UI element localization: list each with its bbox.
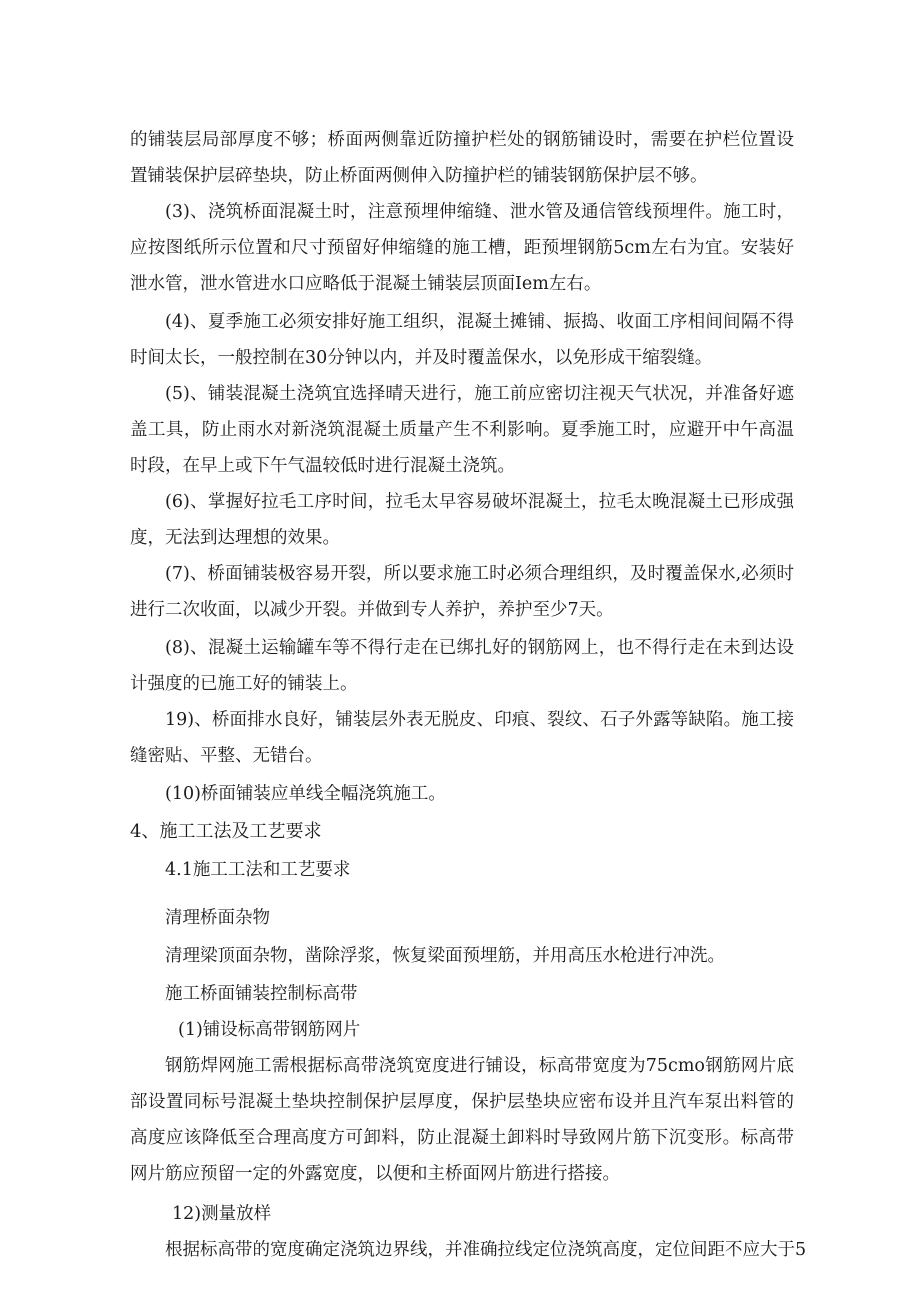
step-sub-2-body: 根据标高带的宽度确定浇筑边界线，并准确拉线定位浇筑高度，定位间距不应大于5 [165, 1240, 807, 1260]
paragraph-item-3: (3)、浇筑桥面混凝土时，注意预埋伸缩缝、泄水管及通信管线预埋件。施工时，应按图纸所示位置和尺寸预留好伸缩缝的施工槽，距预埋钢筋5cm左右为宜。安装好泄水管，泄水管进水口应略低于混凝土铺装层顶面Iem左右。 [130, 202, 794, 294]
paragraph-item-10: (10)桥面铺装应单线全幅浇筑施工。 [165, 784, 446, 804]
paragraph-item-5: (5)、铺装混凝土浇筑宜选择晴天进行，施工前应密切注视天气状况，并准备好遮盖工具，防止雨水对新浇筑混凝土质量产生不利影响。夏季施工时，应避开中午高温时段，在早上或下午气温较低时进行混凝土浇筑。 [130, 384, 794, 476]
step-body-clean: 清理梁顶面杂物，凿除浮浆，恢复梁面预埋筋，并用高压水枪进行冲洗。 [165, 946, 725, 966]
step-title-clean: 清理桥面杂物 [165, 908, 270, 928]
step-sub-1-body: 钢筋焊网施工需根据标高带浇筑宽度进行铺设，标高带宽度为75cmo钢筋网片底部设置同标号混凝土垫块控制保护层厚度，保护层垫块应密布设并且汽车泵出料管的高度应该降低至合理高度方可卸料，防止混凝土卸料时导致网片筋下沉变形。标高带网片筋应预留一定的外露宽度，以便和主桥面网片筋进行搭接。 [130, 1056, 794, 1184]
paragraph-item-9: 19)、桥面排水良好，铺装层外表无脱皮、印痕、裂纹、石子外露等缺陷。施工接缝密贴、平整、无错台。 [130, 710, 794, 766]
step-sub-2-title: 12)测量放样 [172, 1204, 272, 1224]
section-heading-4: 4、施工工法及工艺要求 [130, 821, 322, 842]
paragraph-continuation: 的铺装层局部厚度不够；桥面两侧靠近防撞护栏处的钢筋铺设时，需要在护栏位置设置铺装保护层碎垫块，防止桥面两侧伸入防撞护栏的铺装钢筋保护层不够。 [130, 130, 794, 186]
paragraph-item-6: (6)、掌握好拉毛工序时间，拉毛太早容易破坏混凝土，拉毛太晚混凝土已形成强度，无法到达理想的效果。 [130, 492, 794, 548]
subsection-heading-4-1: 4.1施工工法和工艺要求 [165, 860, 351, 880]
paragraph-item-8: (8)、混凝土运输罐车等不得行走在已绑扎好的钢筋网上，也不得行走在未到达设计强度的已施工好的铺装上。 [130, 638, 794, 694]
paragraph-item-4: (4)、夏季施工必须安排好施工组织，混凝土摊铺、振捣、收面工序相间间隔不得时间太长，一般控制在30分钟以内，并及时覆盖保水，以免形成干缩裂缝。 [130, 312, 794, 368]
step-title-elevation-band: 施工桥面铺装控制标高带 [165, 984, 358, 1004]
step-sub-1-title: (1)铺设标高带钢筋网片 [178, 1020, 361, 1040]
paragraph-item-7: (7)、桥面铺装极容易开裂，所以要求施工时必须合理组织，及时覆盖保水,必须时进行二次收面，以减少开裂。并做到专人养护，养护至少7天。 [130, 564, 794, 620]
